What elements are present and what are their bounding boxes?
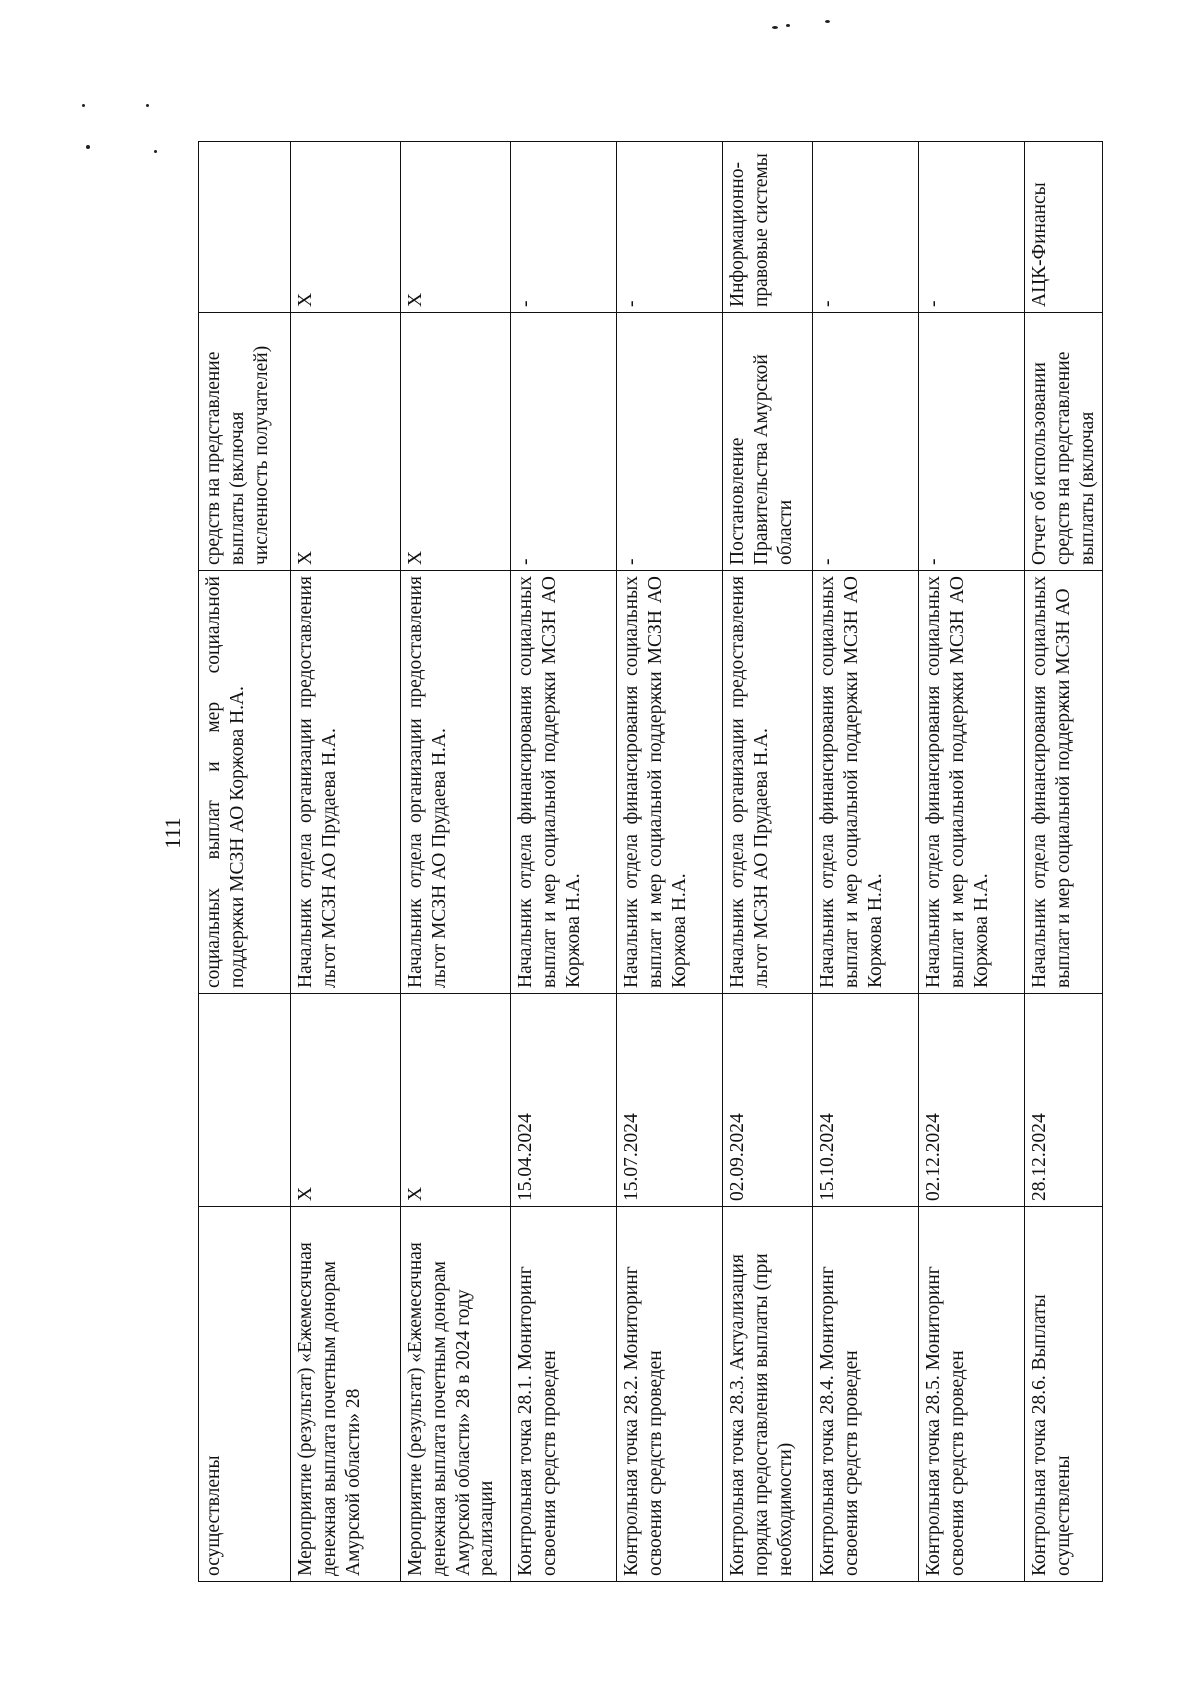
schedule-table <box>198 141 1103 1582</box>
cell-deadline: 02.09.2024 <box>723 994 813 1207</box>
cell-system: Информационно-правовые системы <box>723 142 813 313</box>
scan-speck <box>772 26 778 29</box>
cell-document: - <box>813 313 919 571</box>
cell-deadline: 15.10.2024 <box>813 994 919 1207</box>
cell-document: - <box>511 313 617 571</box>
cell-deadline: Х <box>291 994 401 1207</box>
table-row <box>813 142 919 1582</box>
cell-deadline: 28.12.2024 <box>1025 994 1103 1207</box>
cell-responsible: Начальник отдела организации предоставления льгот МСЗН АО Прудаева Н.А. <box>291 571 401 994</box>
cell-system: - <box>919 142 1025 313</box>
cell-responsible: Начальник отдела финансирования социальных выплат и мер социальной поддержки МСЗН АО Коржова Н.А. <box>617 571 723 994</box>
scan-speck <box>82 104 85 107</box>
scan-speck <box>86 145 90 149</box>
cell-system: - <box>813 142 919 313</box>
cell-event: Контрольная точка 28.6. Выплаты осуществлены <box>1025 1207 1103 1582</box>
cell-system: АЦК-Финансы <box>1025 142 1103 313</box>
cell-document: Х <box>401 313 511 571</box>
cell-event: Контрольная точка 28.2. Мониторинг освоения средств проведен <box>617 1207 723 1582</box>
cell-event: Мероприятие (результат) «Ежемесячная денежная выплата почетным донорам Амурской области» 28 <box>291 1207 401 1582</box>
cell-responsible: Начальник отдела финансирования социальных выплат и мер социальной поддержки МСЗН АО Коржова Н.А. <box>511 571 617 994</box>
cell-deadline: Х <box>401 994 511 1207</box>
cell-deadline: 15.07.2024 <box>617 994 723 1207</box>
scan-speck <box>786 24 790 27</box>
cell-document: - <box>617 313 723 571</box>
scan-speck <box>154 150 157 153</box>
cell-document: средств на представление выплаты (включая численность получателей) <box>199 313 291 571</box>
cell-deadline: 15.04.2024 <box>511 994 617 1207</box>
table-row <box>919 142 1025 1582</box>
cell-system: - <box>617 142 723 313</box>
cell-document: Отчет об использовании средств на представление выплаты (включая <box>1025 313 1103 571</box>
table-row <box>199 142 291 1582</box>
cell-system: Х <box>401 142 511 313</box>
cell-responsible: Начальник отдела организации предоставления льгот МСЗН АО Прудаева Н.А. <box>723 571 813 994</box>
cell-responsible: социальных выплат и мер социальной поддержки МСЗН АО Коржова Н.А. <box>199 571 291 994</box>
cell-responsible: Начальник отдела организации предоставления льгот МСЗН АО Прудаева Н.А. <box>401 571 511 994</box>
cell-event: Контрольная точка 28.1. Мониторинг освоения средств проведен <box>511 1207 617 1582</box>
scan-speck <box>825 20 830 23</box>
cell-event: Мероприятие (результат) «Ежемесячная денежная выплата почетным донорам Амурской области» 28 в 2024 году реализации <box>401 1207 511 1582</box>
cell-document: - <box>919 313 1025 571</box>
cell-system: Х <box>291 142 401 313</box>
cell-system: - <box>511 142 617 313</box>
cell-event: осуществлены <box>199 1207 291 1582</box>
table-row <box>511 142 617 1582</box>
cell-document: Х <box>291 313 401 571</box>
cell-event: Контрольная точка 28.3. Актуализация порядка предоставления выплаты (при необходимости) <box>723 1207 813 1582</box>
cell-event: Контрольная точка 28.5. Мониторинг освоения средств проведен <box>919 1207 1025 1582</box>
rotated-page-content <box>198 142 1098 1582</box>
table-row <box>723 142 813 1582</box>
table-row <box>1025 142 1103 1582</box>
table-row <box>291 142 401 1582</box>
table-row <box>401 142 511 1582</box>
cell-document: Постановление Правительства Амурской области <box>723 313 813 571</box>
scan-speck <box>146 104 149 107</box>
cell-responsible: Начальник отдела финансирования социальных выплат и мер социальной поддержки МСЗН АО Коржова Н.А. <box>813 571 919 994</box>
cell-deadline: 02.12.2024 <box>919 994 1025 1207</box>
cell-event: Контрольная точка 28.4. Мониторинг освоения средств проведен <box>813 1207 919 1582</box>
table-row <box>617 142 723 1582</box>
page-number: 111 <box>160 817 185 849</box>
cell-deadline <box>199 994 291 1207</box>
cell-responsible: Начальник отдела финансирования социальных выплат и мер социальной поддержки МСЗН АО Коржова Н.А. <box>919 571 1025 994</box>
cell-responsible: Начальник отдела финансирования социальных выплат и мер социальной поддержки МСЗН АО <box>1025 571 1103 994</box>
cell-system <box>199 142 291 313</box>
